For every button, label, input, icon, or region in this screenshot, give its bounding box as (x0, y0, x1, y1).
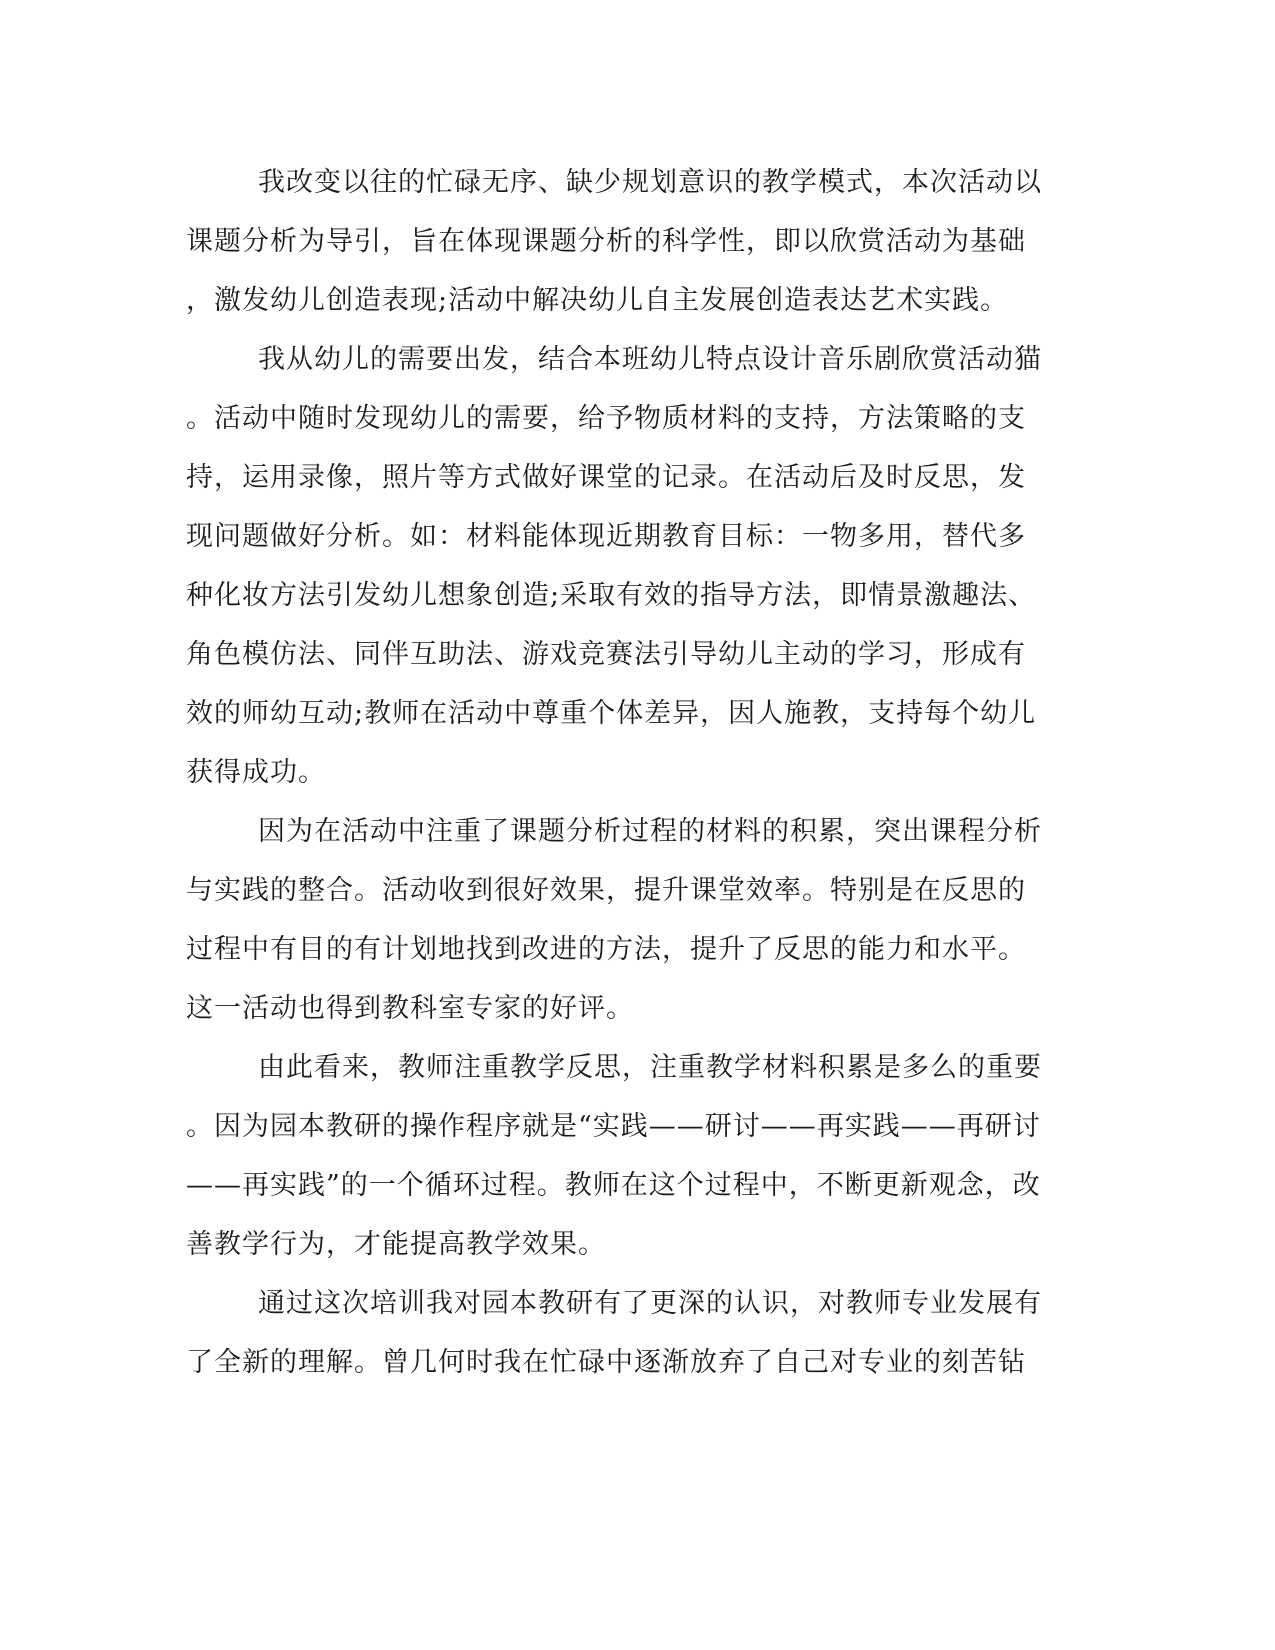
paragraph-2-line-3: 持，运用录像，照片等方式做好课堂的记录。在活动后及时反思，发 (186, 462, 1026, 493)
paragraph-2-line-7: 效的师幼互动;教师在活动中尊重个体差异，因人施教，支持每个幼儿 (186, 698, 1037, 729)
paragraph-2-line-5: 种化妆方法引发幼儿想象创造;采取有效的指导方法，即情景激趣法、 (186, 580, 1037, 611)
paragraph-4-line-1: 由此看来，教师注重教学反思，注重教学材料积累是多么的重要 (258, 1052, 1042, 1083)
paragraph-3-line-2: 与实践的整合。活动收到很好效果，提升课堂效率。特别是在反思的 (186, 875, 1026, 906)
paragraph-1-line-2: 课题分析为导引，旨在体现课题分析的科学性，即以欣赏活动为基础 (186, 226, 1026, 257)
paragraph-4-line-4: 善教学行为，才能提高教学效果。 (186, 1229, 606, 1260)
paragraph-1-line-1: 我改变以往的忙碌无序、缺少规划意识的教学模式，本次活动以 (258, 167, 1042, 198)
paragraph-3-line-4: 这一活动也得到教科室专家的好评。 (186, 993, 634, 1024)
paragraph-1-line-3: ，激发幼儿创造表现;活动中解决幼儿自主发展创造表达艺术实践。 (186, 285, 1009, 316)
paragraph-2-line-1: 我从幼儿的需要出发，结合本班幼儿特点设计音乐剧欣赏活动猫 (258, 344, 1042, 375)
paragraph-2-line-2: 。活动中随时发现幼儿的需要，给予物质材料的支持，方法策略的支 (186, 403, 1026, 434)
paragraph-4-line-3: ——再实践”的一个循环过程。教师在这个过程中，不断更新观念，改 (186, 1170, 1041, 1201)
paragraph-4-line-2: 。因为园本教研的操作程序就是“实践——研讨——再实践——再研讨 (186, 1111, 1041, 1142)
paragraph-2-line-4: 现问题做好分析。如：材料能体现近期教育目标：一物多用，替代多 (186, 521, 1026, 552)
paragraph-2-line-8: 获得成功。 (186, 757, 326, 788)
paragraph-3-line-3: 过程中有目的有计划地找到改进的方法，提升了反思的能力和水平。 (186, 934, 1026, 965)
paragraph-5-line-2: 了全新的理解。曾几何时我在忙碌中逐渐放弃了自己对专业的刻苦钻 (186, 1347, 1026, 1378)
paragraph-2-line-6: 角色模仿法、同伴互助法、游戏竞赛法引导幼儿主动的学习，形成有 (186, 639, 1026, 670)
paragraph-5-line-1: 通过这次培训我对园本教研有了更深的认识，对教师专业发展有 (258, 1288, 1042, 1319)
paragraph-3-line-1: 因为在活动中注重了课题分析过程的材料的积累，突出课程分析 (258, 816, 1042, 847)
